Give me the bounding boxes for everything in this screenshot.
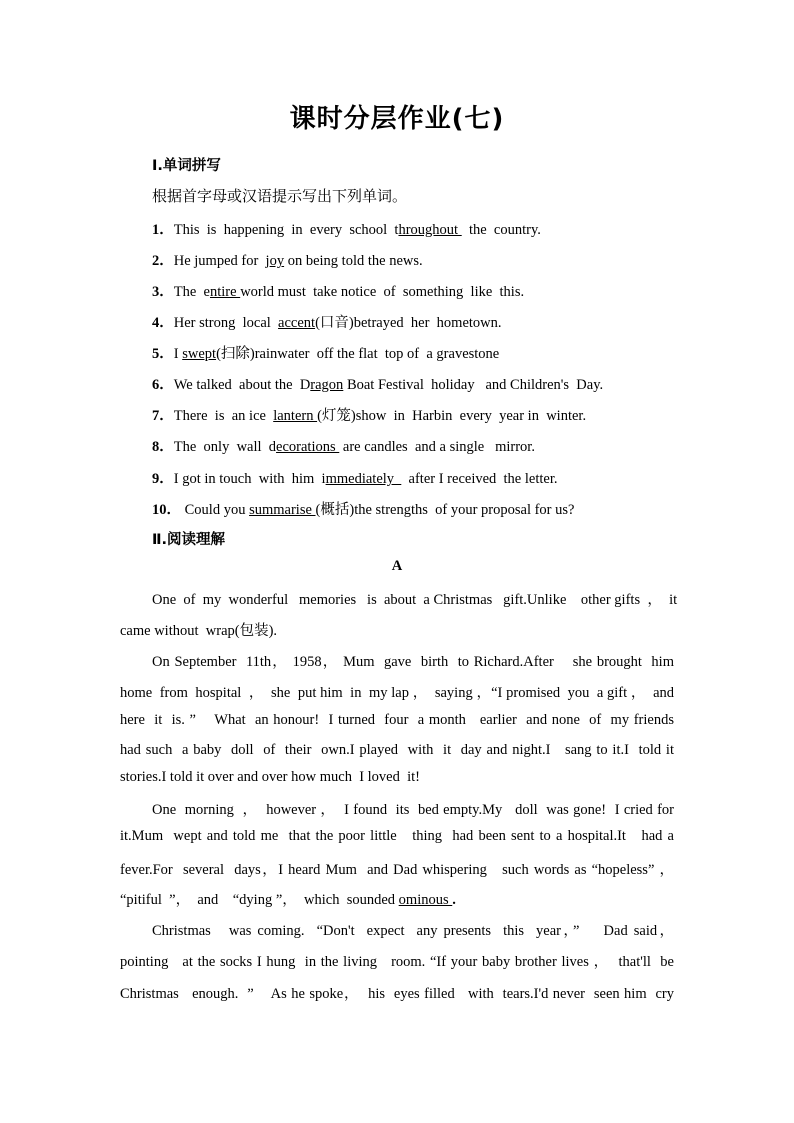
passage-line: fever.For several days，I heard Mum and Dad whispering such words as “hopeless” ， [120,862,674,878]
passage-line: home from hospital ， she put him in my lap ， saying ，“I promised you a gift ， and [120,685,674,701]
answer-blank: hroughout [398,222,462,238]
page-title: 课时分层作业(七) [289,104,505,134]
answer-blank: lantern [273,408,318,424]
answer-blank: oy [269,253,285,269]
item-num: 3． [152,284,174,300]
answer-blank: mmediately [325,471,402,487]
section1-heading: Ⅰ.单词拼写 [152,158,221,174]
item-pre: Her strong local [173,315,279,331]
answer-blank: ecorations [276,439,340,455]
spelling-item [152,467,557,488]
item-num: 6． [152,377,174,393]
period: . [452,892,456,908]
passage-line: it.Mum wept and told me that the poor little thing had been sent to a hospital.It had a [120,828,674,844]
item-num: 8． [152,439,174,455]
answer-blank: ragon [310,377,344,393]
spelling-item [152,249,423,270]
passage-line [120,888,674,909]
spelling-item [152,373,603,394]
item-num: 2． [152,253,174,269]
passage-line: One morning ， however ， I found its bed empty.My doll was gone! I cried for [152,802,674,818]
item-pre: He jumped for j [173,253,270,269]
spelling-item [152,498,574,519]
spelling-item [152,311,502,332]
spelling-item [152,342,499,363]
item-post: (扫除)rainwater off the flat top of a gravestone [216,346,500,362]
passage-line: Christmas was coming. “Don't expect any presents this year，” Dad said， [152,923,674,939]
answer-blank: accent [278,315,316,331]
spelling-item [152,404,586,425]
item-post: (口音)betrayed her hometown. [315,315,502,331]
item-pre: The e [173,284,210,300]
item-pre: Could you [181,502,250,518]
item-post: (灯笼)show in Harbin every year in winter. [317,408,587,424]
passage-line: One of my wonderful memories is about a Christmas gift.Unlike other gifts ， it [152,592,678,608]
spelling-item [152,435,535,456]
item-pre: I got in touch with him i [173,471,326,487]
section1-instruction: 根据首字母或汉语提示写出下列单词。 [152,187,408,205]
item-pre: I [173,346,183,362]
passage-line: came without wrap(包装). [120,623,278,639]
answer-blank: swept [182,346,217,362]
answer-blank: ntire [209,284,241,300]
item-pre: There is an ice [173,408,274,424]
item-pre: The only wall d [173,439,277,455]
passage-line: pointing at the socks I hung in the living room. “If your baby brother lives ， that'll be [120,954,674,970]
item-num: 4． [152,315,174,331]
passage-line: had such a baby doll of their own.I played with it day and night.I sang to it.I told it [120,742,674,758]
item-post: the country. [461,222,541,238]
item-post: after I received the letter. [401,471,558,487]
passage-line: On September 11th， 1958， Mum gave birth to Richard.After she brought him [152,654,674,670]
item-pre: This is happening in every school t [173,222,399,238]
passage-label: A [391,558,403,574]
item-post: on being told the news. [284,253,423,269]
item-post: are candles and a single mirror. [339,439,535,455]
passage-line-text: “pitiful ”， and “dying ”， which sounded [120,892,399,908]
passage-line: here it is. ” What an honour! I turned four a month earlier and none of my friends [120,712,674,728]
item-post: Boat Festival holiday and Children's Day. [343,377,604,393]
item-num: 7． [152,408,174,424]
answer-blank: summarise [249,502,316,518]
item-num: 10． [152,502,181,518]
spelling-item [152,218,541,239]
spelling-item [152,280,524,301]
passage-line: stories.I told it over and over how much I loved it! [120,769,421,785]
item-pre: We talked about the D [173,377,311,393]
passage-line: Christmas enough. ” As he spoke， his eyes filled with tears.I'd never seen him cry [120,986,674,1002]
item-num: 5． [152,346,174,362]
item-post: world must take notice of something like this. [240,284,525,300]
item-post: (概括)the strengths of your proposal for us? [315,502,575,518]
item-num: 9． [152,471,174,487]
ominous-answer: ominous [398,892,453,908]
section2-heading: Ⅱ.阅读理解 [152,532,226,548]
item-num: 1． [152,222,174,238]
